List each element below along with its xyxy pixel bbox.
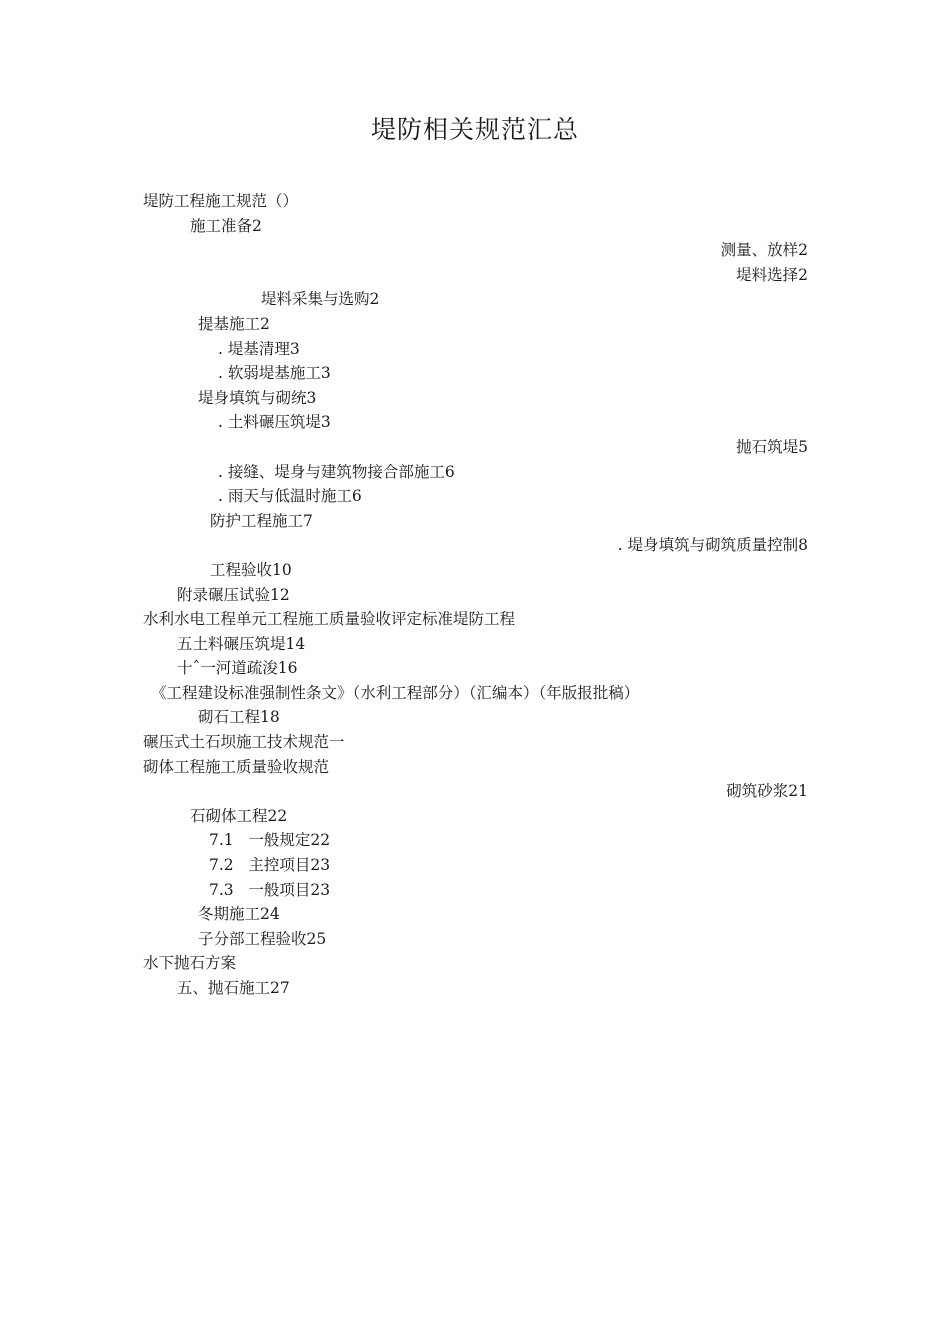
- toc-line: [0, 878, 950, 903]
- toc-entry: 7.2 主控项目23: [209, 856, 331, 875]
- toc-entry: 抛石筑堤5: [736, 437, 808, 456]
- toc-entry: 碾压式土石坝施工技术规范一: [143, 733, 345, 752]
- toc-entry: 堤料采集与选购2: [261, 290, 380, 309]
- toc-entry: 7.3 一般项目23: [209, 880, 331, 899]
- toc-line: [0, 263, 950, 288]
- toc-entry: 砌体工程施工质量验收规范: [143, 757, 330, 776]
- toc-line: [0, 189, 950, 214]
- toc-entry: 防护工程施工7: [210, 511, 313, 530]
- toc-line: [0, 435, 950, 460]
- toc-line: [0, 976, 950, 1001]
- toc-entry: . 堤身填筑与砌筑质量控制8: [617, 536, 808, 555]
- toc-entry: 《工程建设标准强制性条文》（水利工程部分）（汇编本）（年版报批稿）: [151, 683, 640, 702]
- toc-line: [0, 214, 950, 239]
- toc-entry: 提基施工2: [198, 314, 270, 333]
- toc-line: [0, 730, 950, 755]
- toc-entry: 十ˆ一河道疏浚16: [177, 659, 298, 678]
- toc-line: [0, 804, 950, 829]
- toc-entry: 堤料选择2: [736, 265, 808, 284]
- toc-entry: 子分部工程验收25: [198, 929, 327, 948]
- toc-line: [0, 681, 950, 706]
- toc-entry: 7.1 一般规定22: [209, 831, 331, 850]
- toc-entry: 施工准备2: [190, 216, 262, 235]
- toc-entry: . 堤基清理3: [218, 339, 300, 358]
- toc-line: [0, 312, 950, 337]
- toc-line: [0, 361, 950, 386]
- toc-entry: 砌筑砂浆21: [726, 782, 808, 801]
- document-title: 堤防相关规范汇总: [370, 115, 579, 144]
- toc-entry: 测量、放样2: [720, 241, 808, 260]
- toc-line: [0, 558, 950, 583]
- toc-entry: 水下抛石方案: [143, 954, 237, 973]
- toc-line: [0, 927, 950, 952]
- toc-line: [0, 287, 950, 312]
- toc-line: [0, 386, 950, 411]
- toc-entry: 五、抛石施工27: [177, 979, 290, 997]
- toc-line: [0, 853, 950, 878]
- toc-line: [0, 533, 950, 558]
- toc-entry: 砌石工程18: [198, 708, 280, 727]
- toc-entry: 堤防工程施工规范（）: [143, 192, 299, 210]
- toc-line: [0, 460, 950, 485]
- toc-line: [0, 902, 950, 927]
- toc-line: [0, 238, 950, 263]
- toc-line: [0, 705, 950, 730]
- toc-line: [0, 484, 950, 509]
- toc-line: [0, 632, 950, 657]
- toc-line: [0, 828, 950, 853]
- toc-entry: . 雨天与低温时施工6: [218, 487, 362, 506]
- toc-entry: 工程验收10: [210, 560, 292, 579]
- toc-entry: 水利水电工程单元工程施工质量验收评定标准堤防工程: [143, 610, 516, 629]
- toc-line: [0, 755, 950, 780]
- toc-entry: 石砌体工程22: [190, 806, 288, 825]
- toc-line: [0, 410, 950, 435]
- toc-entry: 附录碾压试验12: [177, 585, 290, 604]
- toc-entry: 五土料碾压筑堤14: [177, 634, 306, 653]
- toc-line: [0, 656, 950, 681]
- toc-entry: . 土料碾压筑堤3: [218, 413, 331, 432]
- toc-line: [0, 509, 950, 534]
- toc-line: [0, 951, 950, 976]
- toc-entry: . 接缝、堤身与建筑物接合部施工6: [218, 462, 455, 481]
- toc-entry: . 软弱堤基施工3: [218, 364, 331, 383]
- table-of-contents: [0, 189, 950, 1001]
- toc-line: [0, 779, 950, 804]
- toc-line: [0, 583, 950, 608]
- toc-entry: 堤身填筑与砌统3: [198, 388, 317, 407]
- toc-line: [0, 337, 950, 362]
- toc-line: [0, 607, 950, 632]
- toc-entry: 冬期施工24: [198, 905, 280, 924]
